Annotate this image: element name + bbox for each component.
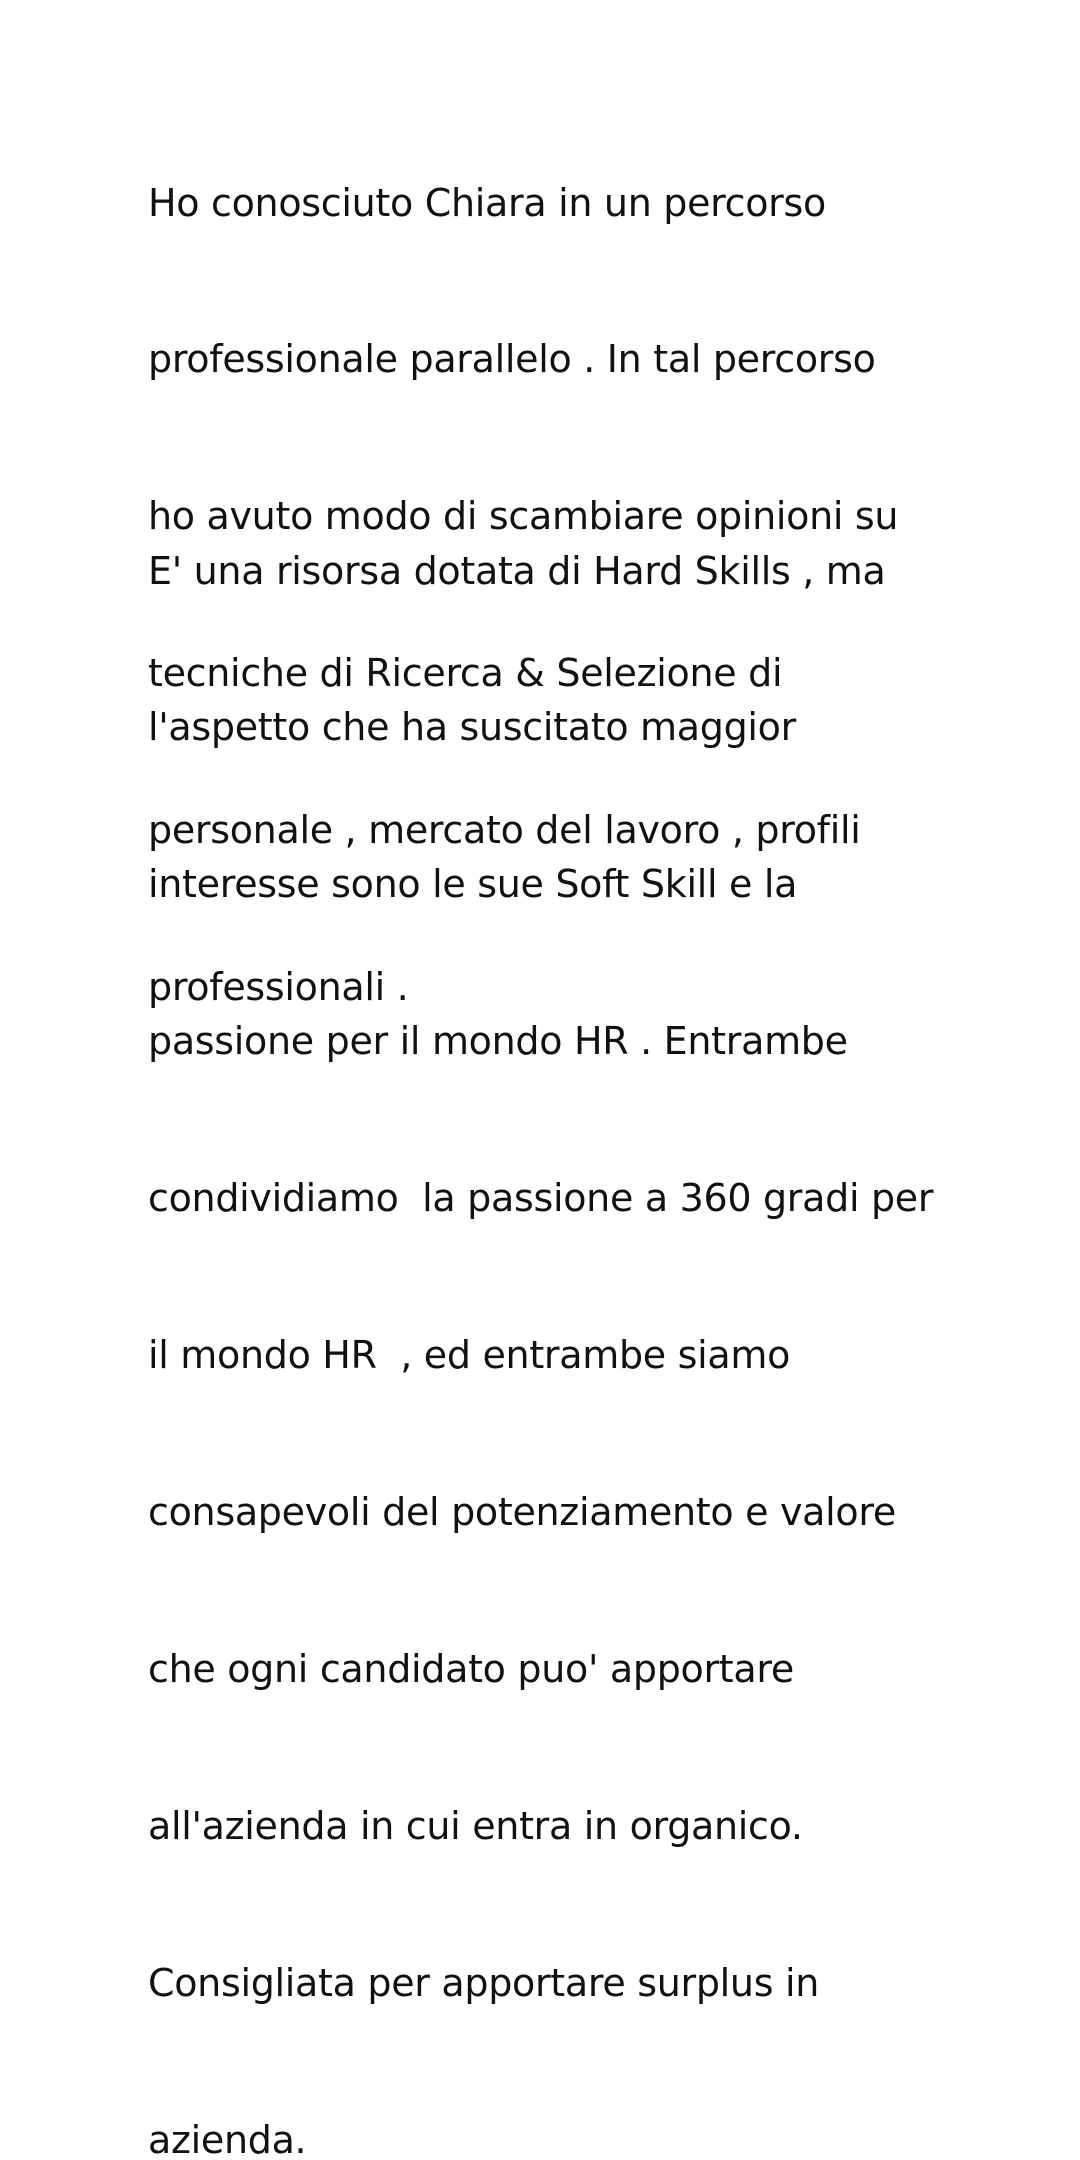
text-line: consapevoli del potenziamento e valore: [148, 1486, 978, 1538]
text-line: l'aspetto che ha suscitato maggior: [148, 701, 978, 753]
text-line: personale , mercato del lavoro , profili: [148, 804, 978, 856]
text-line: condividiamo la passione a 360 gradi per: [148, 1172, 978, 1224]
text-line: all'azienda in cui entra in organico.: [148, 1800, 978, 1852]
text-line: che ogni candidato puo' apportare: [148, 1643, 978, 1695]
text-line: il mondo HR , ed entrambe siamo: [148, 1329, 978, 1381]
text-line: passione per il mondo HR . Entrambe: [148, 1015, 978, 1067]
text-line: azienda.: [148, 2114, 978, 2160]
text-line: ho avuto modo di scambiare opinioni su: [148, 490, 978, 542]
text-line: Consigliata per apportare surplus in: [148, 1957, 978, 2009]
text-line: interesse sono le sue Soft Skill e la: [148, 858, 978, 910]
text-line: professionale parallelo . In tal percorso: [148, 333, 978, 385]
paragraph-recommendation: [148, 440, 978, 2160]
text-line: Ho conosciuto Chiara in un percorso: [148, 177, 978, 229]
text-line: tecniche di Ricerca & Selezione di: [148, 647, 978, 699]
text-line: E' una risorsa dotata di Hard Skills , ma: [148, 545, 978, 597]
text-line: professionali .: [148, 961, 978, 1013]
